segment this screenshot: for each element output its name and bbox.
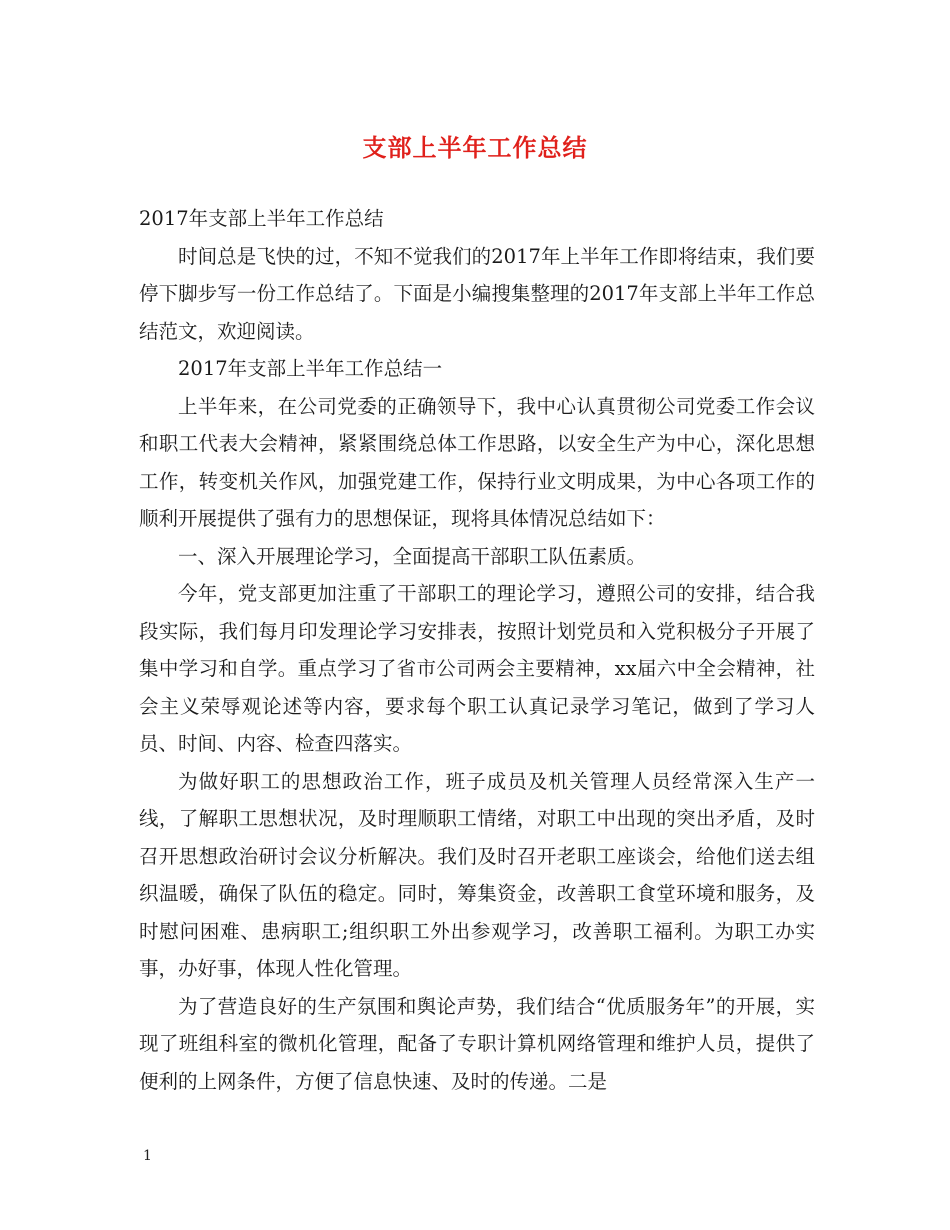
subtitle-paragraph: 2017年支部上半年工作总结 <box>139 207 384 230</box>
page-number: 1 <box>143 1148 152 1164</box>
document-body <box>139 200 815 1100</box>
body-paragraph: 为了营造良好的生产氛围和舆论声势，我们结合“优质服务年”的开展，实现了班组科室的微机化管理，配备了专职计算机网络管理和维护人员，提供了便利的上网条件，方便了信息快速、及时的传递。二是 <box>139 994 815 1093</box>
section-heading: 2017年支部上半年工作总结一 <box>178 357 443 380</box>
section-heading: 一、深入开展理论学习，全面提高干部职工队伍素质。 <box>178 544 647 568</box>
body-paragraph: 上半年来，在公司党委的正确领导下，我中心认真贯彻公司党委工作会议和职工代表大会精神，紧紧围绕总体工作思路，以安全生产为中心，深化思想工作，转变机关作风，加强党建工作，保持行业文明成果，为中心各项工作的顺利开展提供了强有力的思想保证，现将具体情况总结如下： <box>139 394 815 530</box>
intro-paragraph: 时间总是飞快的过，不知不觉我们的2017年上半年工作即将结束，我们要停下脚步写一份工作总结了。下面是小编搜集整理的2017年支部上半年工作总结范文，欢迎阅读。 <box>139 244 815 343</box>
body-paragraph: 今年，党支部更加注重了干部职工的理论学习，遵照公司的安排，结合我段实际，我们每月印发理论学习安排表，按照计划党员和入党积极分子开展了集中学习和自学。重点学习了省市公司两会主要精神，xx届六中全会精神，社会主义荣辱观论述等内容，要求每个职工认真记录学习笔记，做到了学习人员、时间、内容、检查四落实。 <box>139 582 815 755</box>
body-paragraph: 为做好职工的思想政治工作，班子成员及机关管理人员经常深入生产一线，了解职工思想状况，及时理顺职工情绪，对职工中出现的突出矛盾，及时召开思想政治研讨会议分析解决。我们及时召开老职工座谈会，给他们送去组织温暖，确保了队伍的稳定。同时，筹集资金，改善职工食堂环境和服务，及时慰问困难、患病职工;组织职工外出参观学习，改善职工福利。为职工办实事，办好事，体现人性化管理。 <box>139 769 815 980</box>
document-title: 支部上半年工作总结 <box>362 133 588 162</box>
